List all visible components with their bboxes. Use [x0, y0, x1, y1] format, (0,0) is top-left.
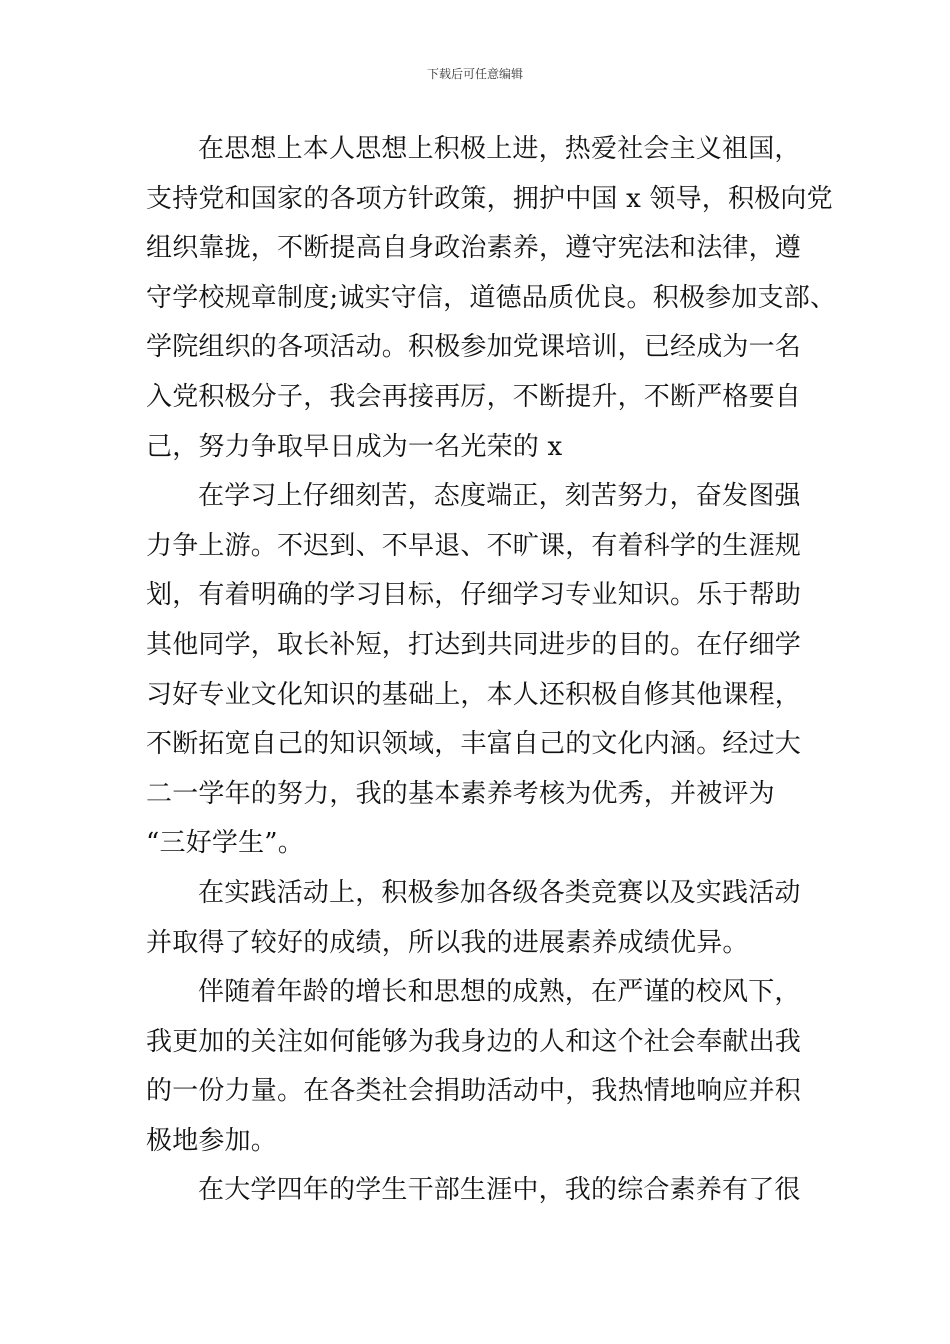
text-line: 入党积极分子，我会再接再厉，不断提升，不断严格要自 [146, 381, 802, 412]
text-line: 其他同学，取长补短，打达到共同进步的目的。在仔细学 [146, 629, 802, 660]
paragraph-practice [146, 869, 814, 968]
text-line: 己，努力争取早日成为一名光荣的 x [146, 431, 563, 462]
text-line: 不断拓宽自己的知识领域，丰富自己的文化内涵。经过大 [146, 729, 802, 760]
text-line: 的一份力量。在各类社会捐助活动中，我热情地响应并积 [146, 1076, 802, 1107]
text-line: 我更加的关注如何能够为我身边的人和这个社会奉献出我 [146, 1026, 802, 1057]
text-line: 习好专业文化知识的基础上，本人还积极自修其他课程， [146, 679, 802, 710]
text-line: 力争上游。不迟到、不早退、不旷课，有着科学的生涯规 [146, 530, 802, 561]
paragraph-study [146, 472, 814, 869]
text-line: 伴随着年龄的增长和思想的成熟，在严谨的校风下， [198, 977, 801, 1008]
text-line: 在学习上仔细刻苦，态度端正，刻苦努力，奋发图强 [198, 481, 801, 512]
text-line: 在思想上本人思想上积极上进，热爱社会主义祖国， [198, 134, 801, 164]
text-line: 组织靠拢，不断提高自身政治素养，遵守宪法和法律，遵 [146, 233, 802, 264]
paragraph-ideology [146, 125, 837, 472]
text-line: 学院组织的各项活动。积极参加党课培训，已经成为一名 [146, 332, 802, 363]
text-line: 守学校规章制度;诚实守信，道德品质优良。积极参加支部、 [146, 282, 837, 313]
text-line: 极地参加。 [146, 1125, 278, 1156]
text-line: 在实践活动上，积极参加各级各类竞赛以及实践活动 [198, 877, 801, 908]
text-line: “三好学生”。 [146, 828, 304, 859]
paragraph-cadre [146, 1166, 814, 1216]
text-line: 支持党和国家的各项方针政策，拥护中国 x 领导，积极向党 [146, 183, 833, 214]
text-line: 并取得了较好的成绩，所以我的进展素养成绩优异。 [146, 927, 749, 958]
text-line: 二一学年的努力，我的基本素养考核为优秀，并被评为 [146, 778, 775, 809]
document-body [146, 125, 837, 1216]
text-line: 在大学四年的学生干部生涯中，我的综合素养有了很 [198, 1175, 801, 1206]
paragraph-society [146, 968, 814, 1166]
text-line: 划，有着明确的学习目标，仔细学习专业知识。乐于帮助 [146, 580, 802, 611]
page-header-note: 下载后可任意编辑 [426, 67, 523, 81]
